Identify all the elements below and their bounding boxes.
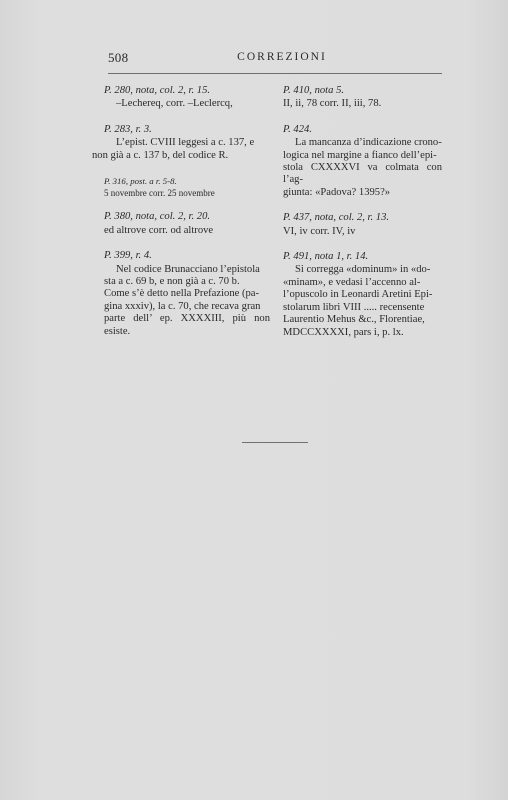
entry-reference: P. 410, nota 5. (283, 85, 345, 96)
entry-reference: P. 280, nota, col. 2, r. 15. (104, 85, 211, 96)
entry-text (283, 98, 442, 110)
entry-line: «minam», e vedasi l’accenno al- (283, 276, 421, 288)
correction-entry (283, 212, 442, 238)
entry-reference: P. 399, r. 4. (104, 250, 152, 262)
entry-line: L’epist. CVIII leggesi a c. 137, e (116, 137, 255, 149)
entry-line: sta a c. 69 b, e non già a c. 70 b. (104, 276, 240, 288)
header-rule (108, 73, 442, 74)
right-column (283, 85, 442, 352)
entry-text (104, 98, 270, 110)
correction-entry (104, 211, 270, 237)
entry-line: logica nel margine a fianco dell’epi- (283, 149, 437, 161)
entry-reference: P. 491, nota 1, r. 14. (283, 251, 369, 263)
correction-entry (283, 251, 442, 339)
entry-line: La mancanza d’indicazione crono- (295, 137, 442, 149)
entry-reference: P. 380, nota, col. 2, r. 20. (104, 211, 211, 223)
entry-reference: P. 437, nota, col. 2, r. 13. (283, 212, 390, 224)
entry-line: 5 novembre corr. 25 novembre (104, 188, 215, 199)
correction-entry (104, 175, 270, 199)
entry-line: –Lechereq, corr. –Leclercq, (116, 98, 233, 110)
entry-line: stola CXXXXVI va colmata con l’ag- (283, 162, 442, 186)
entry-line: stolarum libri VIII ..... recensente (283, 301, 425, 313)
correction-entry (104, 250, 270, 338)
entry-line: Nel codice Brunacciano l’epistola (116, 263, 260, 275)
entry-line: Si corregga «dominum» in «do- (295, 264, 431, 276)
entry-text (104, 225, 270, 237)
entry-reference: P. 283, r. 3. (104, 123, 152, 135)
entry-line: gina xxxiv), la c. 70, che recava gran (104, 300, 261, 312)
correction-entry (104, 85, 270, 111)
page-number: 508 (108, 50, 129, 65)
entry-line: Laurentio Mehus &c., Florentiae, (283, 314, 425, 326)
entry-text (283, 264, 442, 338)
entry-line: II, ii, 78 corr. II, iii, 78. (283, 98, 382, 110)
entry-line: VI, iv corr. IV, iv (283, 225, 356, 237)
entry-line: parte dell’ ep. XXXXIII, più non esiste. (104, 313, 270, 337)
closing-rule (242, 442, 308, 443)
entry-line: giunta: «Padova? 1395?» (283, 186, 391, 198)
running-head: CORREZIONI (237, 51, 327, 63)
entry-text (104, 188, 270, 199)
left-column (92, 85, 270, 351)
entry-line: non già a c. 137 b, del codice R. (92, 149, 229, 161)
correction-entry (283, 85, 442, 111)
entry-reference: P. 424. (283, 123, 312, 135)
correction-entry (92, 123, 270, 162)
entry-line: Come s’è detto nella Prefazione (pa- (104, 288, 260, 300)
entry-text (92, 137, 270, 162)
correction-entry (283, 124, 442, 199)
entry-line: ed altrove corr. od altrove (104, 224, 214, 236)
entry-text (283, 226, 442, 238)
entry-text (104, 264, 270, 338)
entry-line: MDCCXXXXI, pars i, p. lx. (283, 326, 404, 338)
page-header (108, 50, 442, 70)
entry-text (283, 137, 442, 199)
entry-reference: P. 316, post. a r. 5-8. (104, 176, 177, 187)
entry-line: l’opuscolo in Leonardi Aretini Epi- (283, 289, 433, 301)
